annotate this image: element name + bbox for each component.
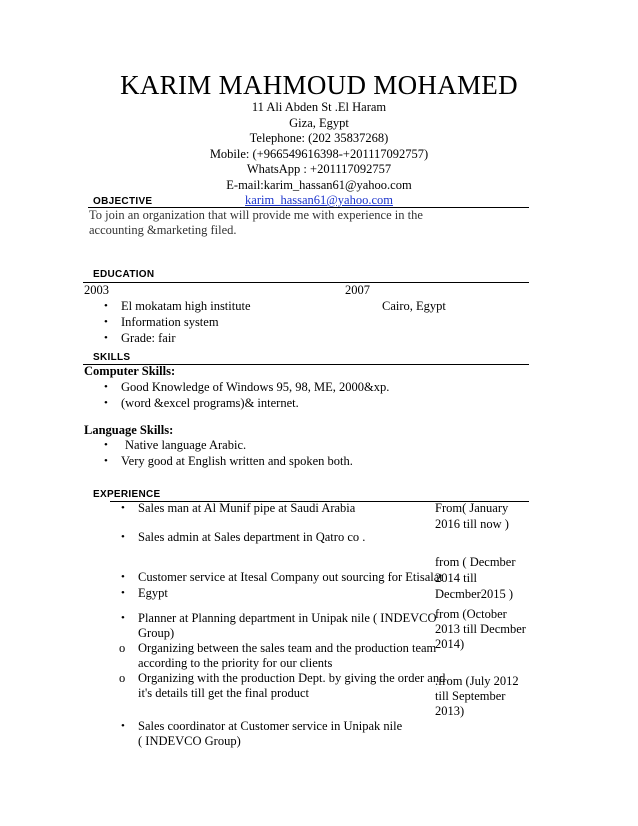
education-year-start: 2003 [84, 283, 109, 297]
bullet-icon: • [104, 300, 108, 312]
skills-title: SKILLS [93, 352, 131, 363]
experience-item: Sales coordinator at Customer service in Unipak nile [138, 719, 403, 733]
education-item: Information system [121, 315, 219, 329]
experience-subitem: Organizing between the sales team and the production team [138, 641, 437, 655]
experience-date: Decmber2015 ) [435, 587, 514, 601]
email-link[interactable]: karim_hassan61@yahoo.com [245, 193, 393, 207]
whatsapp: WhatsApp : +201117092757 [246, 162, 392, 176]
computer-skill-item: Good Knowledge of Windows 95, 98, ME, 2000&xp. [121, 380, 390, 394]
bullet-icon: • [121, 502, 125, 514]
bullet-icon: • [104, 316, 108, 328]
telephone: Telephone: (202 35837268) [249, 131, 389, 145]
candidate-name: KARIM MAHMOUD MOHAMED [120, 70, 518, 100]
circle-bullet-icon: o [119, 641, 126, 655]
computer-skill-item: (word &excel programs)& internet. [121, 396, 299, 410]
bullet-icon: • [104, 381, 108, 393]
bullet-icon: • [104, 397, 108, 409]
objective-title: OBJECTIVE [93, 196, 153, 207]
bullet-icon: • [104, 455, 108, 467]
language-skill-item: Very good at English written and spoken both. [121, 454, 353, 468]
education-year-end: 2007 [345, 283, 370, 297]
experience-date: 2013 till Decmber [435, 622, 526, 636]
experience-item: ( INDEVCO Group) [138, 734, 241, 748]
experience-date: .from (July 2012 [435, 674, 519, 688]
education-item: El mokatam high institute [121, 299, 251, 313]
experience-date: 2014) [435, 637, 465, 651]
bullet-icon: • [104, 332, 108, 344]
experience-subitem: it's details till get the final product [138, 686, 309, 700]
experience-item: Egypt [138, 586, 168, 600]
bullet-icon: • [121, 587, 125, 599]
experience-date: 2016 till now ) [435, 517, 509, 531]
language-skills-heading: Language Skills: [84, 423, 174, 437]
education-item: Grade: fair [121, 331, 176, 345]
experience-date: From( January [435, 501, 509, 515]
experience-date: from (October [435, 607, 507, 621]
experience-date: 2014 till [435, 571, 478, 585]
bullet-icon: • [121, 612, 125, 624]
experience-item: Sales man at Al Munif pipe at Saudi Arabia [138, 501, 356, 515]
experience-date: 2013) [435, 704, 465, 718]
email-text: E-mail:karim_hassan61@yahoo.com [226, 178, 412, 192]
objective-line-1: To join an organization that will provide me with experience in the [89, 208, 423, 222]
experience-date: from ( Decmber [435, 555, 516, 569]
experience-item: Planner at Planning department in Unipak nile ( INDEVCO [138, 611, 437, 625]
objective-line-2: accounting &marketing filed. [89, 223, 237, 237]
education-title: EDUCATION [93, 269, 155, 280]
address-line-2: Giza, Egypt [289, 116, 349, 130]
experience-item: Customer service at Itesal Company out sourcing for Etisalat [138, 570, 443, 584]
experience-subitem: Organizing with the production Dept. by giving the order and [138, 671, 446, 685]
computer-skills-heading: Computer Skills: [84, 364, 176, 378]
bullet-icon: • [121, 531, 125, 543]
experience-item: Sales admin at Sales department in Qatro co . [138, 530, 366, 544]
education-location: Cairo, Egypt [382, 299, 446, 313]
mobile: Mobile: (+966549616398-+201117092757) [209, 147, 429, 161]
circle-bullet-icon: o [119, 671, 126, 685]
address-line-1: 11 Ali Abden St .El Haram [251, 100, 387, 114]
education-rule [83, 282, 529, 283]
experience-item: Group) [138, 626, 175, 640]
language-skill-item: Native language Arabic. [125, 438, 247, 452]
experience-title: EXPERIENCE [93, 489, 161, 500]
bullet-icon: • [104, 439, 108, 451]
experience-subitem: according to the priority for our clients [138, 656, 333, 670]
bullet-icon: • [121, 571, 125, 583]
bullet-icon: • [121, 720, 125, 732]
experience-date: till September [435, 689, 506, 703]
